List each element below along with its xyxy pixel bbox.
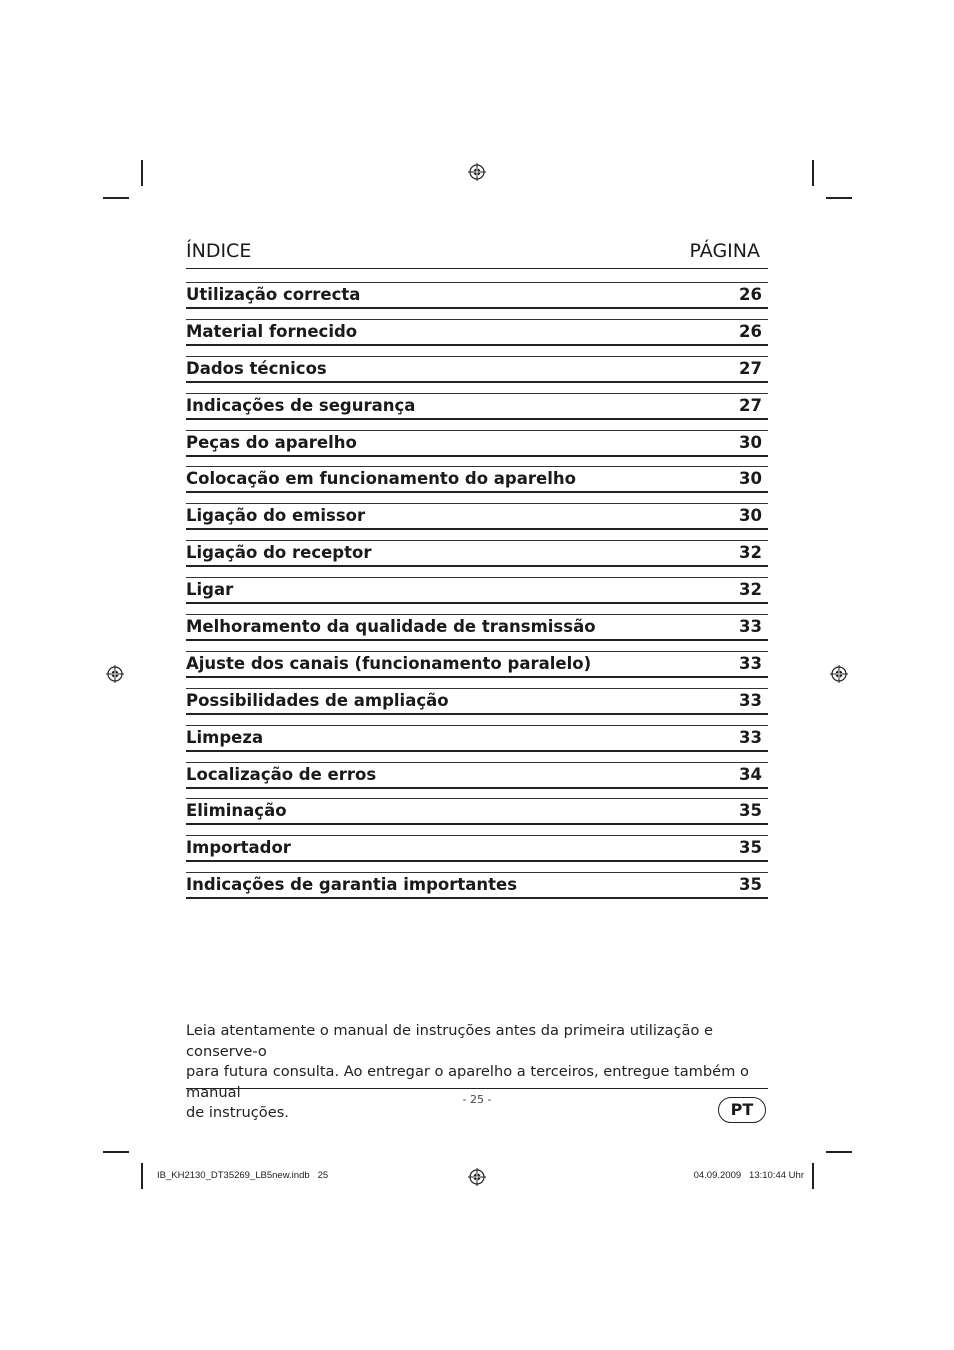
crop-mark	[812, 160, 814, 186]
crop-mark	[826, 197, 852, 199]
toc-entry-title: Utilização correcta	[186, 285, 361, 304]
crop-mark	[103, 1151, 129, 1153]
toc-entry-title: Importador	[186, 838, 291, 858]
toc-entry-page: 35	[739, 838, 762, 858]
toc-entry-title: Material fornecido	[186, 321, 358, 341]
toc-entry[interactable]	[186, 393, 768, 420]
crop-mark	[826, 1151, 852, 1153]
toc-entry-page: 35	[739, 801, 762, 821]
toc-entry-page: 32	[739, 580, 762, 600]
toc-entry-page: 35	[739, 875, 762, 895]
toc-list	[186, 282, 768, 909]
toc-entry[interactable]	[186, 725, 768, 752]
toc-entry-page: 30	[739, 506, 762, 526]
toc-entry-page: 34	[739, 764, 762, 784]
toc-entry-page: 33	[739, 617, 762, 637]
toc-entry-page: 32	[739, 543, 762, 563]
toc-entry-page: 30	[739, 469, 762, 489]
toc-entry-title: Localização de erros	[186, 764, 377, 784]
toc-header	[186, 238, 768, 269]
crop-mark	[812, 1163, 814, 1189]
toc-entry-page: 27	[739, 395, 762, 415]
toc-entry-page: 26	[739, 321, 762, 341]
toc-entry-title: Melhoramento da qualidade de transmissão	[186, 617, 596, 637]
registration-mark-icon	[468, 1168, 486, 1186]
toc-entry[interactable]	[186, 762, 768, 789]
toc-entry-title: Peças do aparelho	[186, 432, 357, 452]
toc-entry-title: Dados técnicos	[186, 358, 327, 378]
print-slug-file: IB_KH2130_DT35269_LB5new.indb 25	[157, 1170, 329, 1181]
footer-divider	[186, 1088, 768, 1089]
toc-entry[interactable]	[186, 798, 768, 825]
registration-mark-icon	[106, 665, 124, 683]
toc-entry-title: Indicações de segurança	[186, 395, 416, 415]
toc-entry[interactable]	[186, 540, 768, 567]
toc-entry[interactable]	[186, 614, 768, 641]
toc-entry[interactable]	[186, 835, 768, 862]
page-number: - 25 -	[462, 1093, 492, 1106]
toc-entry[interactable]	[186, 503, 768, 530]
toc-entry-page: 30	[739, 432, 762, 452]
toc-entry[interactable]	[186, 651, 768, 678]
registration-mark-icon	[830, 665, 848, 683]
toc-entry-title: Eliminação	[186, 801, 287, 821]
crop-mark	[141, 1163, 143, 1189]
toc-entry-page: 33	[739, 653, 762, 673]
toc-entry-title: Ligação do receptor	[186, 543, 372, 563]
toc-entry-title: Limpeza	[186, 727, 264, 747]
toc-page-column-title: PÁGINA	[689, 240, 760, 262]
crop-mark	[141, 160, 143, 186]
toc-entry-title: Ligar	[186, 580, 234, 600]
registration-mark-icon	[468, 163, 486, 181]
note-line: para futura consulta. Ao entregar o aparelho a terceiros, entregue também o manual	[186, 1063, 749, 1101]
toc-entry[interactable]	[186, 319, 768, 346]
toc-entry-title: Ligação do emissor	[186, 506, 366, 526]
note-line: de instruções.	[186, 1104, 289, 1121]
toc-entry-title: Possibilidades de ampliação	[186, 690, 449, 710]
note-line: Leia atentamente o manual de instruções antes da primeira utilização e conserve-o	[186, 1022, 714, 1060]
toc-entry-title: Indicações de garantia importantes	[186, 875, 518, 895]
language-badge: PT	[718, 1097, 766, 1123]
toc-entry-title: Colocação em funcionamento do aparelho	[186, 469, 576, 489]
crop-mark	[103, 197, 129, 199]
toc-title: ÍNDICE	[186, 240, 252, 262]
toc-entry-title: Ajuste dos canais (funcionamento paralelo)	[186, 653, 592, 673]
toc-entry[interactable]	[186, 356, 768, 383]
toc-entry-page: 26	[739, 285, 762, 304]
toc-entry[interactable]	[186, 872, 768, 899]
toc-entry[interactable]	[186, 430, 768, 457]
instructions-note	[186, 1021, 772, 1124]
toc-entry-page: 33	[739, 690, 762, 710]
toc-entry-page: 27	[739, 358, 762, 378]
toc-entry-page: 33	[739, 727, 762, 747]
toc-entry[interactable]	[186, 688, 768, 715]
toc-entry[interactable]	[186, 577, 768, 604]
print-slug-date: 04.09.2009 13:10:44 Uhr	[693, 1170, 804, 1181]
toc-entry[interactable]	[186, 466, 768, 493]
toc-entry[interactable]	[186, 282, 768, 309]
